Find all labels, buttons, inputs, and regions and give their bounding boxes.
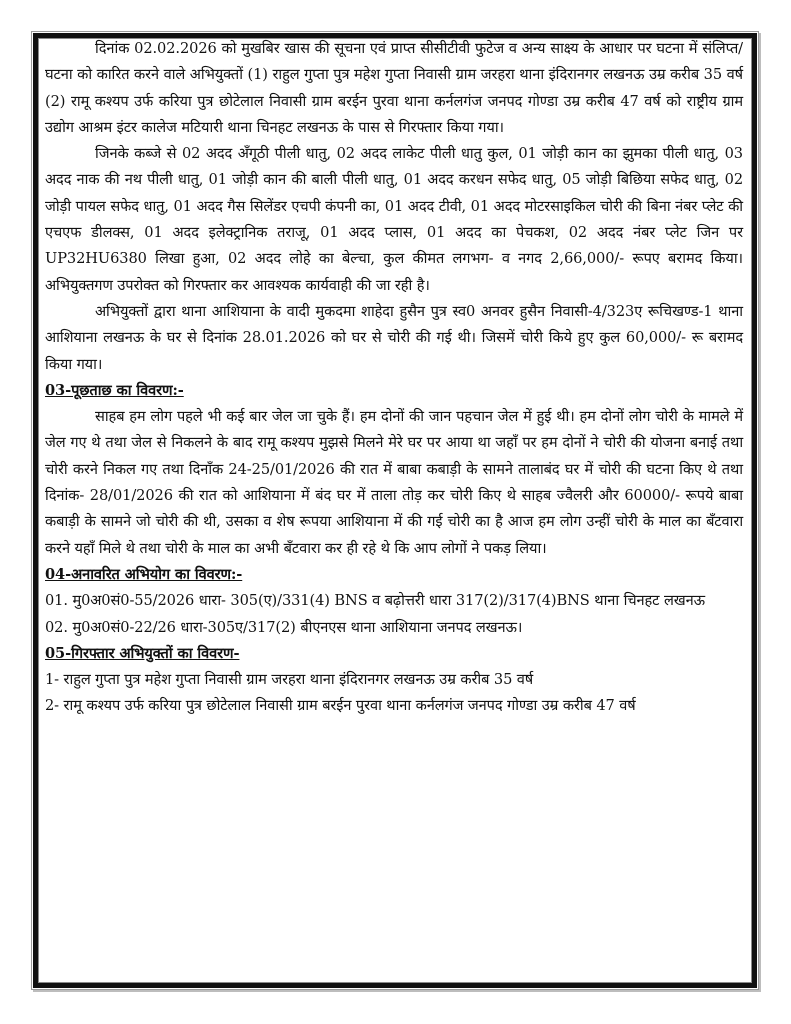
paragraph-ashiyana-theft: अभियुक्तों द्वारा थाना आशियाना के वादी मुकदमा शाहेदा हुसैन पुत्र स्व0 अनवर हुसैन निवासी-4/323ए रूचिखण्ड-1 थाना आशियाना लखनऊ के घर से दिनांक 28.01.2026 को घर से चोरी की गई थी। जिसमें चोरी किये हुए कुल 60,000/- रू बरामद किया गया। — [45, 302, 743, 373]
case-list-item: 01. मु0अ0सं0-55/2026 धारा- 305(ए)/331(4) BNS व बढ़ोत्तरी धारा 317(2)/317(4)BNS थाना चिनहट लखनऊ — [45, 592, 705, 610]
paragraph-recovered-items: जिनके कब्जे से 02 अदद अँगूठी पीली धातु, 02 अदद लाकेट पीली धातु कुल, 01 जोड़ी कान का झुमका पीली धातु, 03 अदद नाक की नथ पीली धातु, 01 जोड़ी कान की बाली पीली धातु, 01 अदद करधन सफेद धातु, 05 जोड़ी बिछिया सफेद धातु, 02 जोड़ी पायल सफेद धातु, 01 अदद गैस सिलेंडर एचपी कंपनी का, 01 अदद टीवी, 01 अदद मोटरसाइकिल चोरी की बिना नंबर प्लेट की एचएफ डीलक्स, 01 अदद इलेक्ट्रानिक तराजू, 01 अदद प्लास, 01 अदद का पेचकश, 02 अदद नंबर प्लेट जिन पर UP32HU6380 लिखा हुआ, 02 अदद लोहे का बेल्चा, कुल कीमत लगभग- व नगद 2,66,000/- रूपए बरामद किया। अभियुक्तगण उपरोक्त को गिरफ्तार कर आवश्यक कार्यवाही की जा रही है। — [45, 145, 743, 294]
section-04-heading: 04-अनावरित अभियोग का विवरण:- — [45, 565, 243, 583]
accused-list-item: 1- राहुल गुप्ता पुत्र महेश गुप्ता निवासी ग्राम जरहरा थाना इंदिरानगर लखनऊ उम्र करीब 35 वर्ष — [45, 671, 534, 689]
document-body — [45, 36, 743, 720]
paragraph-arrest-details: दिनांक 02.02.2026 को मुखबिर खास की सूचना एवं प्राप्त सीसीटीवी फुटेज व अन्य साक्ष्य के आधार पर घटना में संलिप्त/घटना को कारित करने वाले अभियुक्तों (1) राहुल गुप्ता पुत्र महेश गुप्ता निवासी ग्राम जरहरा थाना इंदिरानगर लखनऊ उम्र करीब 35 वर्ष (2) रामू कश्यप उर्फ करिया पुत्र छोटेलाल निवासी ग्राम बरईन पुरवा थाना कर्नलगंज जनपद गोण्डा उम्र करीब 47 वर्ष को राष्ट्रीय ग्राम उद्योग आश्रम इंटर कालेज मटियारी थाना चिनहट लखनऊ के पास से गिरफ्तार किया गया। — [45, 40, 743, 136]
accused-list-item: 2- रामू कश्यप उर्फ करिया पुत्र छोटेलाल निवासी ग्राम बरईन पुरवा थाना कर्नलगंज जनपद गोण्डा उम्र करीब 47 वर्ष — [45, 697, 636, 715]
section-05-heading: 05-गिरफ्तार अभियुक्तों का विवरण- — [45, 644, 240, 662]
section-03-heading: 03-पूछताछ का विवरण:- — [45, 381, 184, 399]
case-list-item: 02. मु0अ0सं0-22/26 धारा-305ए/317(2) बीएनएस थाना आशियाना जनपद लखनऊ। — [45, 618, 523, 636]
section-03-body: साहब हम लोग पहले भी कई बार जेल जा चुके हैं। हम दोनों की जान पहचान जेल में हुई थी। हम दोनों लोग चोरी के मामले में जेल गए थे तथा जेल से निकलने के बाद रामू कश्यप मुझसे मिलने मेरे घर पर आया था जहाँ पर हम दोनों ने चोरी की योजना बनाई तथा चोरी करने निकल गए तथा दिनाँक 24-25/01/2026 की रात में बाबा कबाड़ी के सामने तालाबंद घर में चोरी की घटना किए थे तथा दिनांक- 28/01/2026 की रात को आशियाना में बंद घर में ताला तोड़ कर चोरी किए थे साहब ज्वैलरी और 60000/- रूपये बाबा कबाड़ी के सामने जो चोरी की थी, उसका व शेष रूपया आशियाना में की गई चोरी का है आज हम लोग उन्हीं चोरी के माल का बँटवारा करने यहाँ मिले थे तथा चोरी के माल का अभी बँटवारा कर ही रहे थे कि आप लोगों ने पकड़ लिया। — [45, 408, 743, 557]
